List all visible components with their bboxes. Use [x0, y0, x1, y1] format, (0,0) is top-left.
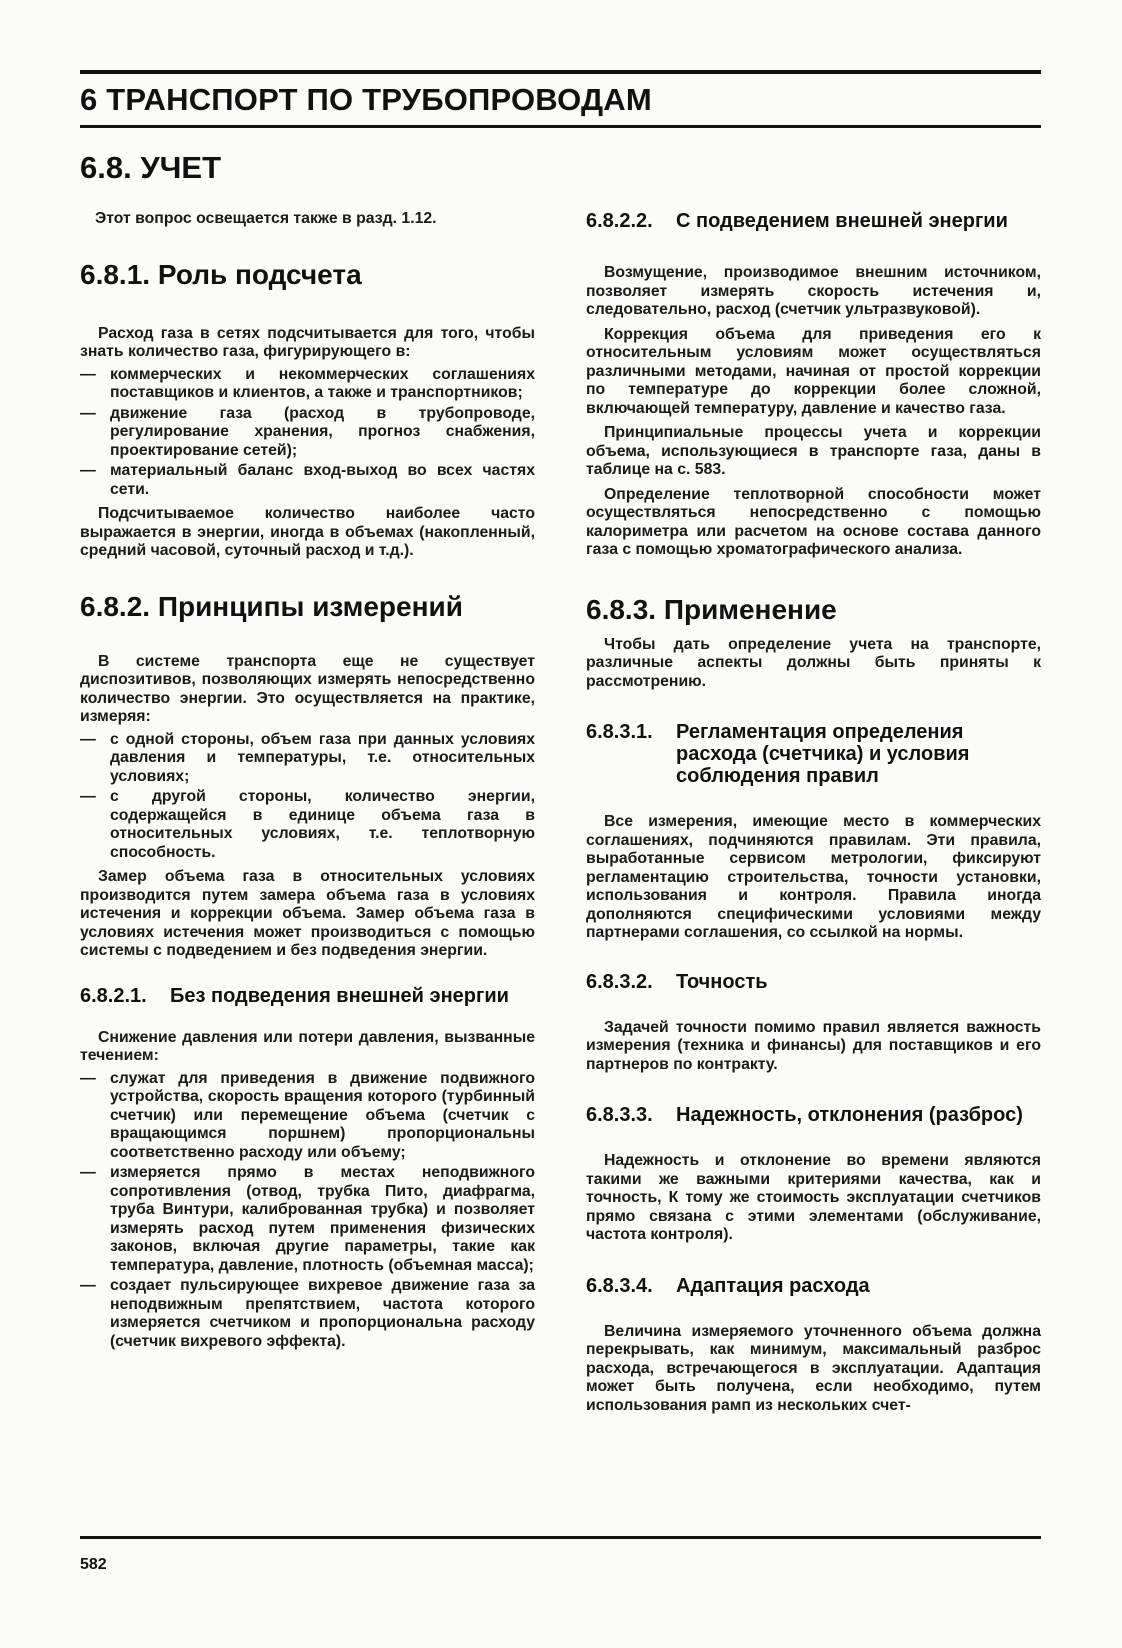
intro-note: Этот вопрос освещается также в разд. 1.12.	[95, 210, 437, 227]
paragraph: Чтобы дать определение учета на транспорте, различные аспекты должны быть приняты к рассмотрению.	[586, 635, 1041, 690]
heading-text: Точность	[676, 970, 768, 993]
page-number: 582	[80, 1556, 107, 1573]
heading-number: 6.8.3.4.	[586, 1274, 653, 1297]
right-column	[586, 210, 1041, 1415]
dash-list	[80, 366, 535, 500]
heading-number: 6.8.2.1.	[80, 984, 147, 1007]
left-column	[80, 210, 535, 1353]
heading-text: Регламентация определения расхода (счетчика) и условия соблюдения правил	[676, 721, 970, 787]
list-item: — движение газа (расход в трубопроводе, регулирование хранения, прогноз снабжения, проектирование сетей);	[80, 405, 535, 461]
paragraph: Определение теплотворной способности может осуществляться непосредственно с помощью калориметра или расчетом на основе состава данного газа с помощью хроматографического анализа.	[586, 485, 1041, 558]
section-title: 6.8. УЧЕТ	[80, 150, 221, 185]
heading-6-8-3-4	[586, 1275, 1041, 1297]
paragraph: Принципиальные процессы учета и коррекции объема, использующиеся в транспорте газа, даны в таблице на с. 583.	[586, 424, 1041, 478]
dash-list	[80, 731, 535, 863]
heading-6-8-3-2	[586, 971, 1041, 993]
list-item: — служат для приведения в движение подвижного устройства, скорость вращения которого (турбинный счетчик) или перемещение объема (счетчик с вращающимся поршнем) пропорциональны соответственно расходу или объему;	[80, 1070, 535, 1163]
paragraph: Возмущение, производимое внешним источником, позволяет измерять скорость истечения и, следовательно, расход (счетчик ультразвуковой).	[586, 264, 1041, 318]
paragraph: Подсчитываемое количество наиболее часто выражается в энергии, иногда в объемах (накопленный, средний часовой, суточный расход и т.д.).	[80, 505, 535, 559]
heading-6-8-2: 6.8.2. Принципы измерений	[80, 590, 463, 622]
heading-text: Надежность, отклонения (разброс)	[676, 1104, 1023, 1126]
heading-number: 6.8.3.1.	[586, 721, 653, 743]
heading-number: 6.8.3.3.	[586, 1104, 653, 1126]
paragraph: Замер объема газа в относительных условиях производится путем замера объема газа в условиях истечения и коррекции объема. Замер объема газа в условиях истечения может производиться с помощью системы с подведением и без подведения энергии.	[80, 868, 535, 959]
heading-6-8-3-3	[586, 1104, 1041, 1126]
paragraph: В системе транспорта еще не существует диспозитивов, позволяющих измерять непосредственно количество энергии. Это осуществляется на практике, измеряя:	[80, 652, 535, 725]
paragraph: Снижение давления или потери давления, вызванные течением:	[80, 1028, 535, 1064]
paragraph: Надежность и отклонение во времени являются такими же важными критериями качества, как и точность, К тому же стоимость эксплуатации счетчиков прямо связана с этими элементами (обслуживание, частота контроля).	[586, 1152, 1041, 1243]
paragraph: Расход газа в сетях подсчитывается для того, чтобы знать количество газа, фигурирующего в:	[80, 324, 535, 360]
footer-rule	[80, 1536, 1041, 1539]
list-item: — коммерческих и некоммерческих соглашениях поставщиков и клиентов, а также и транспортников;	[80, 366, 535, 403]
top-rule	[80, 70, 1041, 74]
heading-6-8-3-1	[586, 721, 1041, 787]
heading-6-8-2-1	[80, 985, 535, 1007]
paragraph: Все измерения, имеющие место в коммерческих соглашениях, подчиняются правилам. Эти правила, выработанные сервисом метрологии, фиксируют регламентацию строительства, точности установки, использования и контроля. Правила иногда дополняются специфическими условиями между партнерами соглашения, со ссылкой на нормы.	[586, 813, 1041, 941]
chapter-rule	[80, 125, 1041, 128]
heading-6-8-3: 6.8.3. Применение	[586, 593, 837, 625]
list-item: — с одной стороны, объем газа при данных условиях давления и температуры, т.е. относительных условиях;	[80, 731, 535, 787]
heading-6-8-2-2	[586, 210, 1041, 232]
heading-text: Адаптация расхода	[676, 1274, 870, 1297]
heading-text: С подведением внешней энергии	[676, 210, 1008, 232]
chapter-title: 6 ТРАНСПОРТ ПО ТРУБОПРОВОДАМ	[80, 82, 652, 117]
paragraph: Величина измеряемого уточненного объема должна перекрывать, как минимум, максимальный разброс расхода, встречающегося в эксплуатации. Адаптация может быть получена, если необходимо, путем использования рамп из нескольких счет-	[586, 1322, 1041, 1414]
paragraph: Задачей точности помимо правил является важность измерения (техника и финансы) для поставщиков и его партнеров по контракту.	[586, 1018, 1041, 1073]
heading-number: 6.8.2.2.	[586, 210, 653, 232]
list-item: — измеряется прямо в местах неподвижного сопротивления (отвод, трубка Пито, диафрагма, труба Винтури, калиброванная трубка) и позволяет измерять расход путем применения физических законов, включая другие параметры, такие как температура, давление, плотность (объемная масса);	[80, 1164, 535, 1275]
list-item: — материальный баланс вход-выход во всех частях сети.	[80, 462, 535, 499]
paragraph: Коррекция объема для приведения его к относительным условиям может осуществляться различными методами, начиная от простой коррекции по температуре до коррекции более сложной, включающей температуру, давление и качество газа.	[586, 325, 1041, 417]
list-item: — создает пульсирующее вихревое движение газа за неподвижным препятствием, частота которого измеряется счетчиком и пропорциональна расходу (счетчик вихревого эффекта).	[80, 1277, 535, 1351]
dash-list	[80, 1070, 535, 1352]
heading-number: 6.8.3.2.	[586, 970, 653, 993]
heading-6-8-1: 6.8.1. Роль подсчета	[80, 258, 362, 290]
list-item: — с другой стороны, количество энергии, содержащейся в единице объема газа в относительных условиях, т.е. теплотворную способность.	[80, 788, 535, 862]
heading-text: Без подведения внешней энергии	[170, 984, 509, 1007]
